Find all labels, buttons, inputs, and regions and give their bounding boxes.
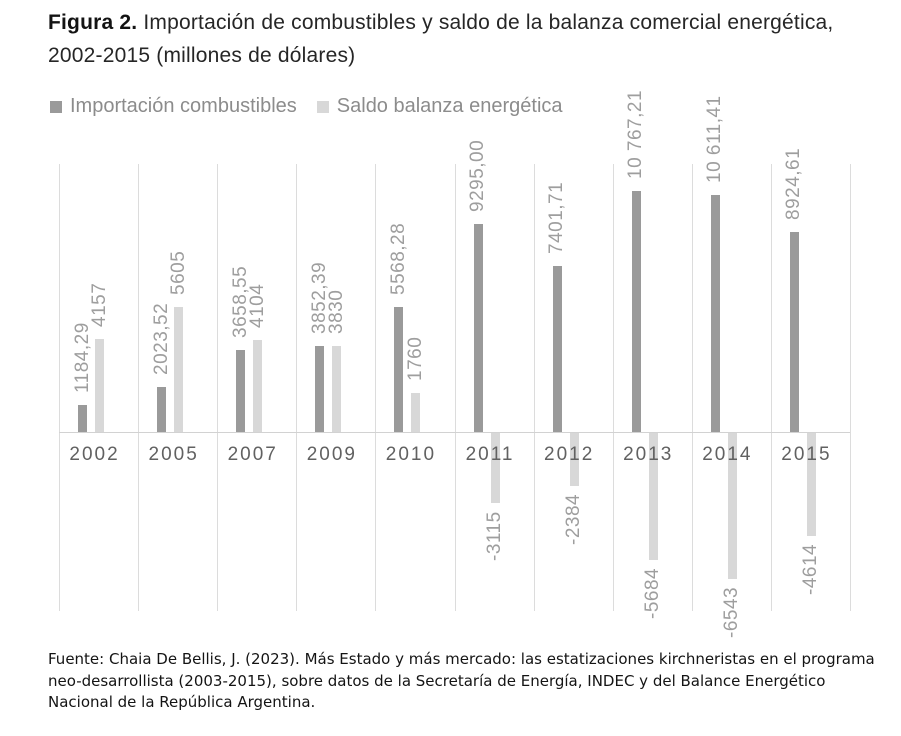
x-axis-label-2007: 2007: [227, 444, 278, 465]
value-label-saldo-2010: 1760: [404, 336, 426, 381]
legend-label-saldo: Saldo balanza energética: [336, 95, 563, 117]
gridline: [534, 164, 535, 611]
bar-saldo-2009: [332, 346, 341, 432]
gridline: [59, 164, 60, 611]
bar-saldo-2010: [411, 393, 420, 432]
x-axis-label-2005: 2005: [148, 444, 199, 465]
figure-number: Figura 2.: [48, 11, 138, 34]
gridline: [455, 164, 456, 611]
x-axis-label-2014: 2014: [702, 444, 753, 465]
value-label-saldo-2012: -2384: [563, 493, 585, 545]
source-note: Fuente: Chaia De Bellis, J. (2023). Más Estado y más mercado: las estatizaciones kirchneristas en el programa neo-desarrollista (2003-2015), sobre datos de la Secretaría de Energía, INDEC y del Balance Energético Nacional de la República Argentina.: [48, 650, 875, 711]
gridline: [138, 164, 139, 611]
bar-importacion-2011: [474, 224, 483, 432]
figure-title-text: Importación de combustibles y saldo de la balanza comercial energética,: [143, 11, 834, 34]
bar-importacion-2015: [790, 232, 799, 432]
value-label-importacion-2015: 8924,61: [783, 147, 805, 220]
value-label-importacion-2002: 1184,29: [71, 322, 93, 393]
figure-subtitle: 2002-2015 (millones de dólares): [48, 43, 356, 67]
bar-importacion-2007: [236, 350, 245, 432]
value-label-importacion-2007: 3658,55: [229, 265, 251, 338]
gridline: [771, 164, 772, 611]
bar-importacion-2014: [711, 195, 720, 432]
bar-importacion-2005: [157, 387, 166, 432]
gridline: [613, 164, 614, 611]
value-label-saldo-2009: 3830: [325, 289, 347, 334]
value-label-importacion-2014: 10 611,41: [704, 95, 726, 183]
bar-importacion-2012: [553, 266, 562, 432]
gridline: [217, 164, 218, 611]
value-label-saldo-2007: 4104: [246, 283, 268, 328]
x-axis-label-2002: 2002: [69, 444, 120, 465]
x-axis-label-2009: 2009: [306, 444, 357, 465]
bar-importacion-2013: [632, 191, 641, 432]
value-label-saldo-2002: 4157: [88, 282, 110, 327]
x-axis-label-2012: 2012: [544, 444, 595, 465]
x-axis-label-2015: 2015: [781, 444, 832, 465]
gridline: [850, 164, 851, 611]
bar-importacion-2002: [78, 405, 87, 432]
x-axis-label-2010: 2010: [385, 444, 437, 465]
gridline: [296, 164, 297, 611]
gridline: [375, 164, 376, 611]
value-label-saldo-2005: 5605: [167, 250, 189, 295]
legend-label-importacion: Importación combustibles: [70, 95, 297, 117]
bar-saldo-2002: [95, 339, 104, 432]
value-label-saldo-2013: -5684: [642, 567, 664, 619]
value-label-importacion-2013: 10 767,21: [625, 89, 647, 179]
value-label-importacion-2011: 9295,00: [467, 139, 488, 212]
value-label-importacion-2009: 3852,39: [308, 261, 330, 334]
x-axis-label-2013: 2013: [623, 444, 674, 465]
bar-saldo-2007: [253, 340, 262, 432]
bar-importacion-2010: [394, 307, 403, 432]
value-label-saldo-2011: -3115: [484, 511, 505, 561]
x-axis-label-2011: 2011: [465, 444, 515, 465]
value-label-importacion-2012: 7401,71: [546, 181, 568, 254]
value-label-saldo-2014: -6543: [721, 586, 743, 638]
value-label-saldo-2015: -4614: [800, 543, 822, 595]
value-label-importacion-2005: 2023,52: [150, 302, 172, 375]
bar-saldo-2005: [174, 307, 183, 432]
value-label-importacion-2010: 5568,28: [387, 222, 409, 295]
bar-importacion-2009: [315, 346, 324, 432]
gridline: [692, 164, 693, 611]
